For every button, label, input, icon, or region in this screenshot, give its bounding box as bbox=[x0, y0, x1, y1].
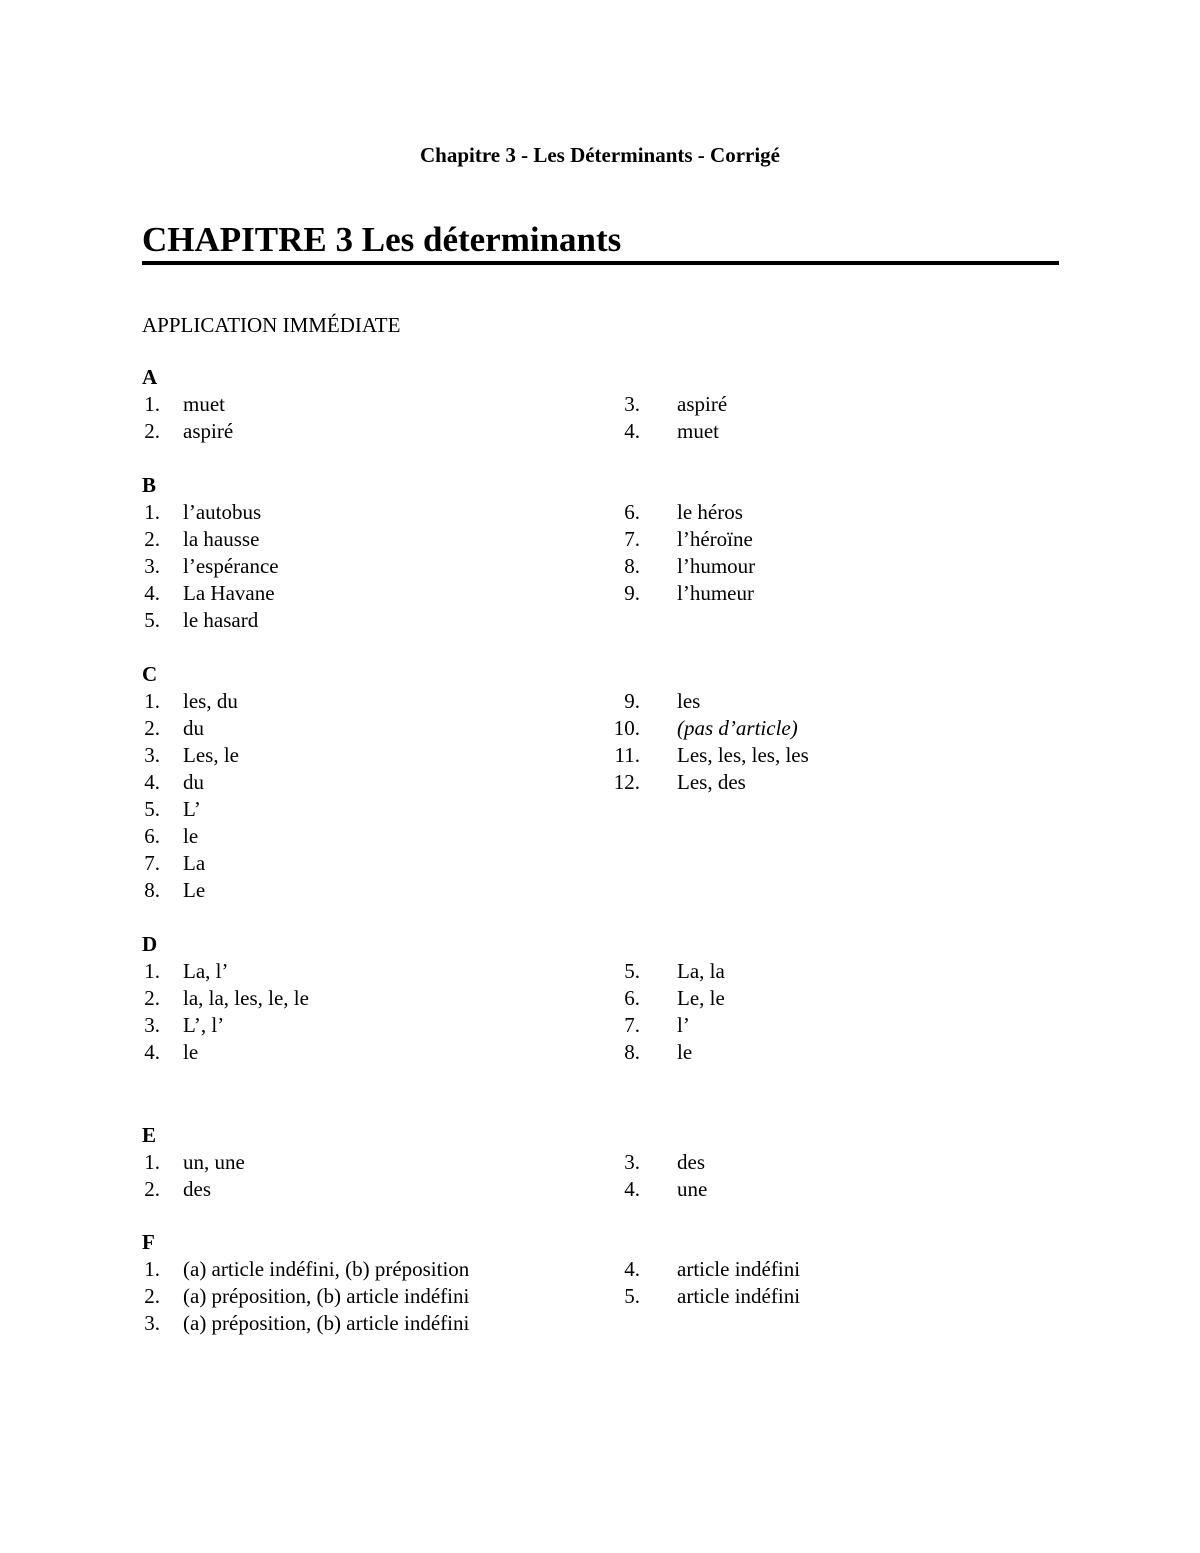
item-number: 3. bbox=[144, 1311, 160, 1335]
item-number: 5. bbox=[144, 608, 160, 632]
item-number: 3. bbox=[624, 392, 640, 416]
item-answer: l’héroïne bbox=[677, 527, 753, 551]
item-answer: La bbox=[183, 851, 206, 875]
item-number: 4. bbox=[144, 770, 160, 794]
item-answer: L’ bbox=[183, 797, 201, 821]
item-answer: des bbox=[677, 1150, 705, 1174]
item-answer: l’autobus bbox=[183, 500, 262, 524]
answer-group-e bbox=[142, 1122, 1059, 1201]
item-answer: (a) article indéfini, (b) préposition bbox=[183, 1257, 470, 1281]
item-answer: (a) préposition, (b) article indéfini bbox=[183, 1311, 470, 1335]
item-answer: aspiré bbox=[183, 419, 234, 443]
item-number: 3. bbox=[144, 554, 160, 578]
item-answer: un, une bbox=[183, 1150, 245, 1174]
item-number: 2. bbox=[144, 1284, 160, 1308]
item-answer: muet bbox=[677, 419, 719, 443]
item-number: 5. bbox=[624, 1284, 640, 1308]
item-number: 4. bbox=[624, 1257, 640, 1281]
item-number: 7. bbox=[144, 851, 160, 875]
answer-group-d bbox=[142, 931, 1059, 1064]
item-answer: l’humeur bbox=[677, 581, 754, 605]
item-number: 1. bbox=[144, 392, 160, 416]
item-number: 1. bbox=[144, 1257, 160, 1281]
item-answer: (a) préposition, (b) article indéfini bbox=[183, 1284, 470, 1308]
running-header: Chapitre 3 - Les Déterminants - Corrigé bbox=[419, 143, 781, 167]
item-number: 7. bbox=[624, 1013, 640, 1037]
item-number: 6. bbox=[144, 824, 160, 848]
answer-group-f bbox=[142, 1229, 1059, 1335]
item-number: 4. bbox=[144, 1040, 160, 1064]
title-rule bbox=[142, 261, 1059, 265]
item-answer: la, la, les, le, le bbox=[183, 986, 309, 1010]
item-answer: Le, le bbox=[677, 986, 725, 1010]
chapter-title: CHAPITRE 3 Les déterminants bbox=[142, 220, 622, 259]
item-answer: du bbox=[183, 716, 204, 740]
item-number: 2. bbox=[144, 986, 160, 1010]
item-number: 5. bbox=[144, 797, 160, 821]
item-number: 8. bbox=[624, 1040, 640, 1064]
item-answer: Les, les, les, les bbox=[677, 743, 809, 767]
answer-group-c bbox=[142, 661, 1059, 902]
group-letter: F bbox=[142, 1230, 155, 1254]
group-letter: C bbox=[142, 662, 158, 686]
item-answer: le bbox=[183, 824, 199, 848]
item-answer: l’ bbox=[677, 1013, 690, 1037]
item-answer: Les, le bbox=[183, 743, 239, 767]
item-number: 1. bbox=[144, 959, 160, 983]
item-answer: des bbox=[183, 1177, 211, 1201]
item-number: 9. bbox=[624, 689, 640, 713]
item-number: 8. bbox=[624, 554, 640, 578]
item-answer: (pas d’article) bbox=[677, 716, 798, 740]
item-answer: article indéfini bbox=[677, 1284, 801, 1308]
item-number: 8. bbox=[144, 878, 160, 902]
item-number: 3. bbox=[624, 1150, 640, 1174]
item-number: 6. bbox=[624, 986, 640, 1010]
item-number: 3. bbox=[144, 1013, 160, 1037]
item-number: 4. bbox=[624, 419, 640, 443]
item-number: 6. bbox=[624, 500, 640, 524]
item-number: 7. bbox=[624, 527, 640, 551]
group-letter: B bbox=[142, 473, 157, 497]
item-answer: une bbox=[677, 1177, 708, 1201]
answer-group-b bbox=[142, 472, 1059, 632]
item-answer: La, la bbox=[677, 959, 725, 983]
item-number: 2. bbox=[144, 527, 160, 551]
item-answer: le hasard bbox=[183, 608, 259, 632]
item-answer: L’, l’ bbox=[183, 1013, 225, 1037]
item-answer: l’humour bbox=[677, 554, 756, 578]
section-heading: APPLICATION IMMÉDIATE bbox=[142, 313, 401, 337]
item-answer: article indéfini bbox=[677, 1257, 801, 1281]
item-answer: les bbox=[677, 689, 701, 713]
item-answer: La, l’ bbox=[183, 959, 229, 983]
item-number: 4. bbox=[144, 581, 160, 605]
item-number: 12. bbox=[613, 770, 640, 794]
group-letter: D bbox=[142, 932, 158, 956]
item-number: 3. bbox=[144, 743, 160, 767]
item-answer: aspiré bbox=[677, 392, 728, 416]
group-letter: A bbox=[142, 365, 158, 389]
group-letter: E bbox=[142, 1123, 157, 1147]
item-number: 1. bbox=[144, 1150, 160, 1174]
item-answer: les, du bbox=[183, 689, 238, 713]
item-answer: Le bbox=[183, 878, 206, 902]
item-number: 11. bbox=[614, 743, 640, 767]
item-number: 1. bbox=[144, 500, 160, 524]
item-number: 5. bbox=[624, 959, 640, 983]
item-number: 2. bbox=[144, 716, 160, 740]
item-number: 2. bbox=[144, 1177, 160, 1201]
item-answer: le héros bbox=[677, 500, 743, 524]
item-answer: la hausse bbox=[183, 527, 260, 551]
item-number: 10. bbox=[613, 716, 640, 740]
item-answer: l’espérance bbox=[183, 554, 279, 578]
item-answer: La Havane bbox=[183, 581, 275, 605]
item-number: 2. bbox=[144, 419, 160, 443]
item-answer: Les, des bbox=[677, 770, 746, 794]
item-answer: le bbox=[677, 1040, 693, 1064]
item-number: 4. bbox=[624, 1177, 640, 1201]
item-number: 1. bbox=[144, 689, 160, 713]
item-answer: du bbox=[183, 770, 204, 794]
answer-group-a bbox=[142, 364, 1059, 443]
item-number: 9. bbox=[624, 581, 640, 605]
item-answer: muet bbox=[183, 392, 225, 416]
item-answer: le bbox=[183, 1040, 199, 1064]
